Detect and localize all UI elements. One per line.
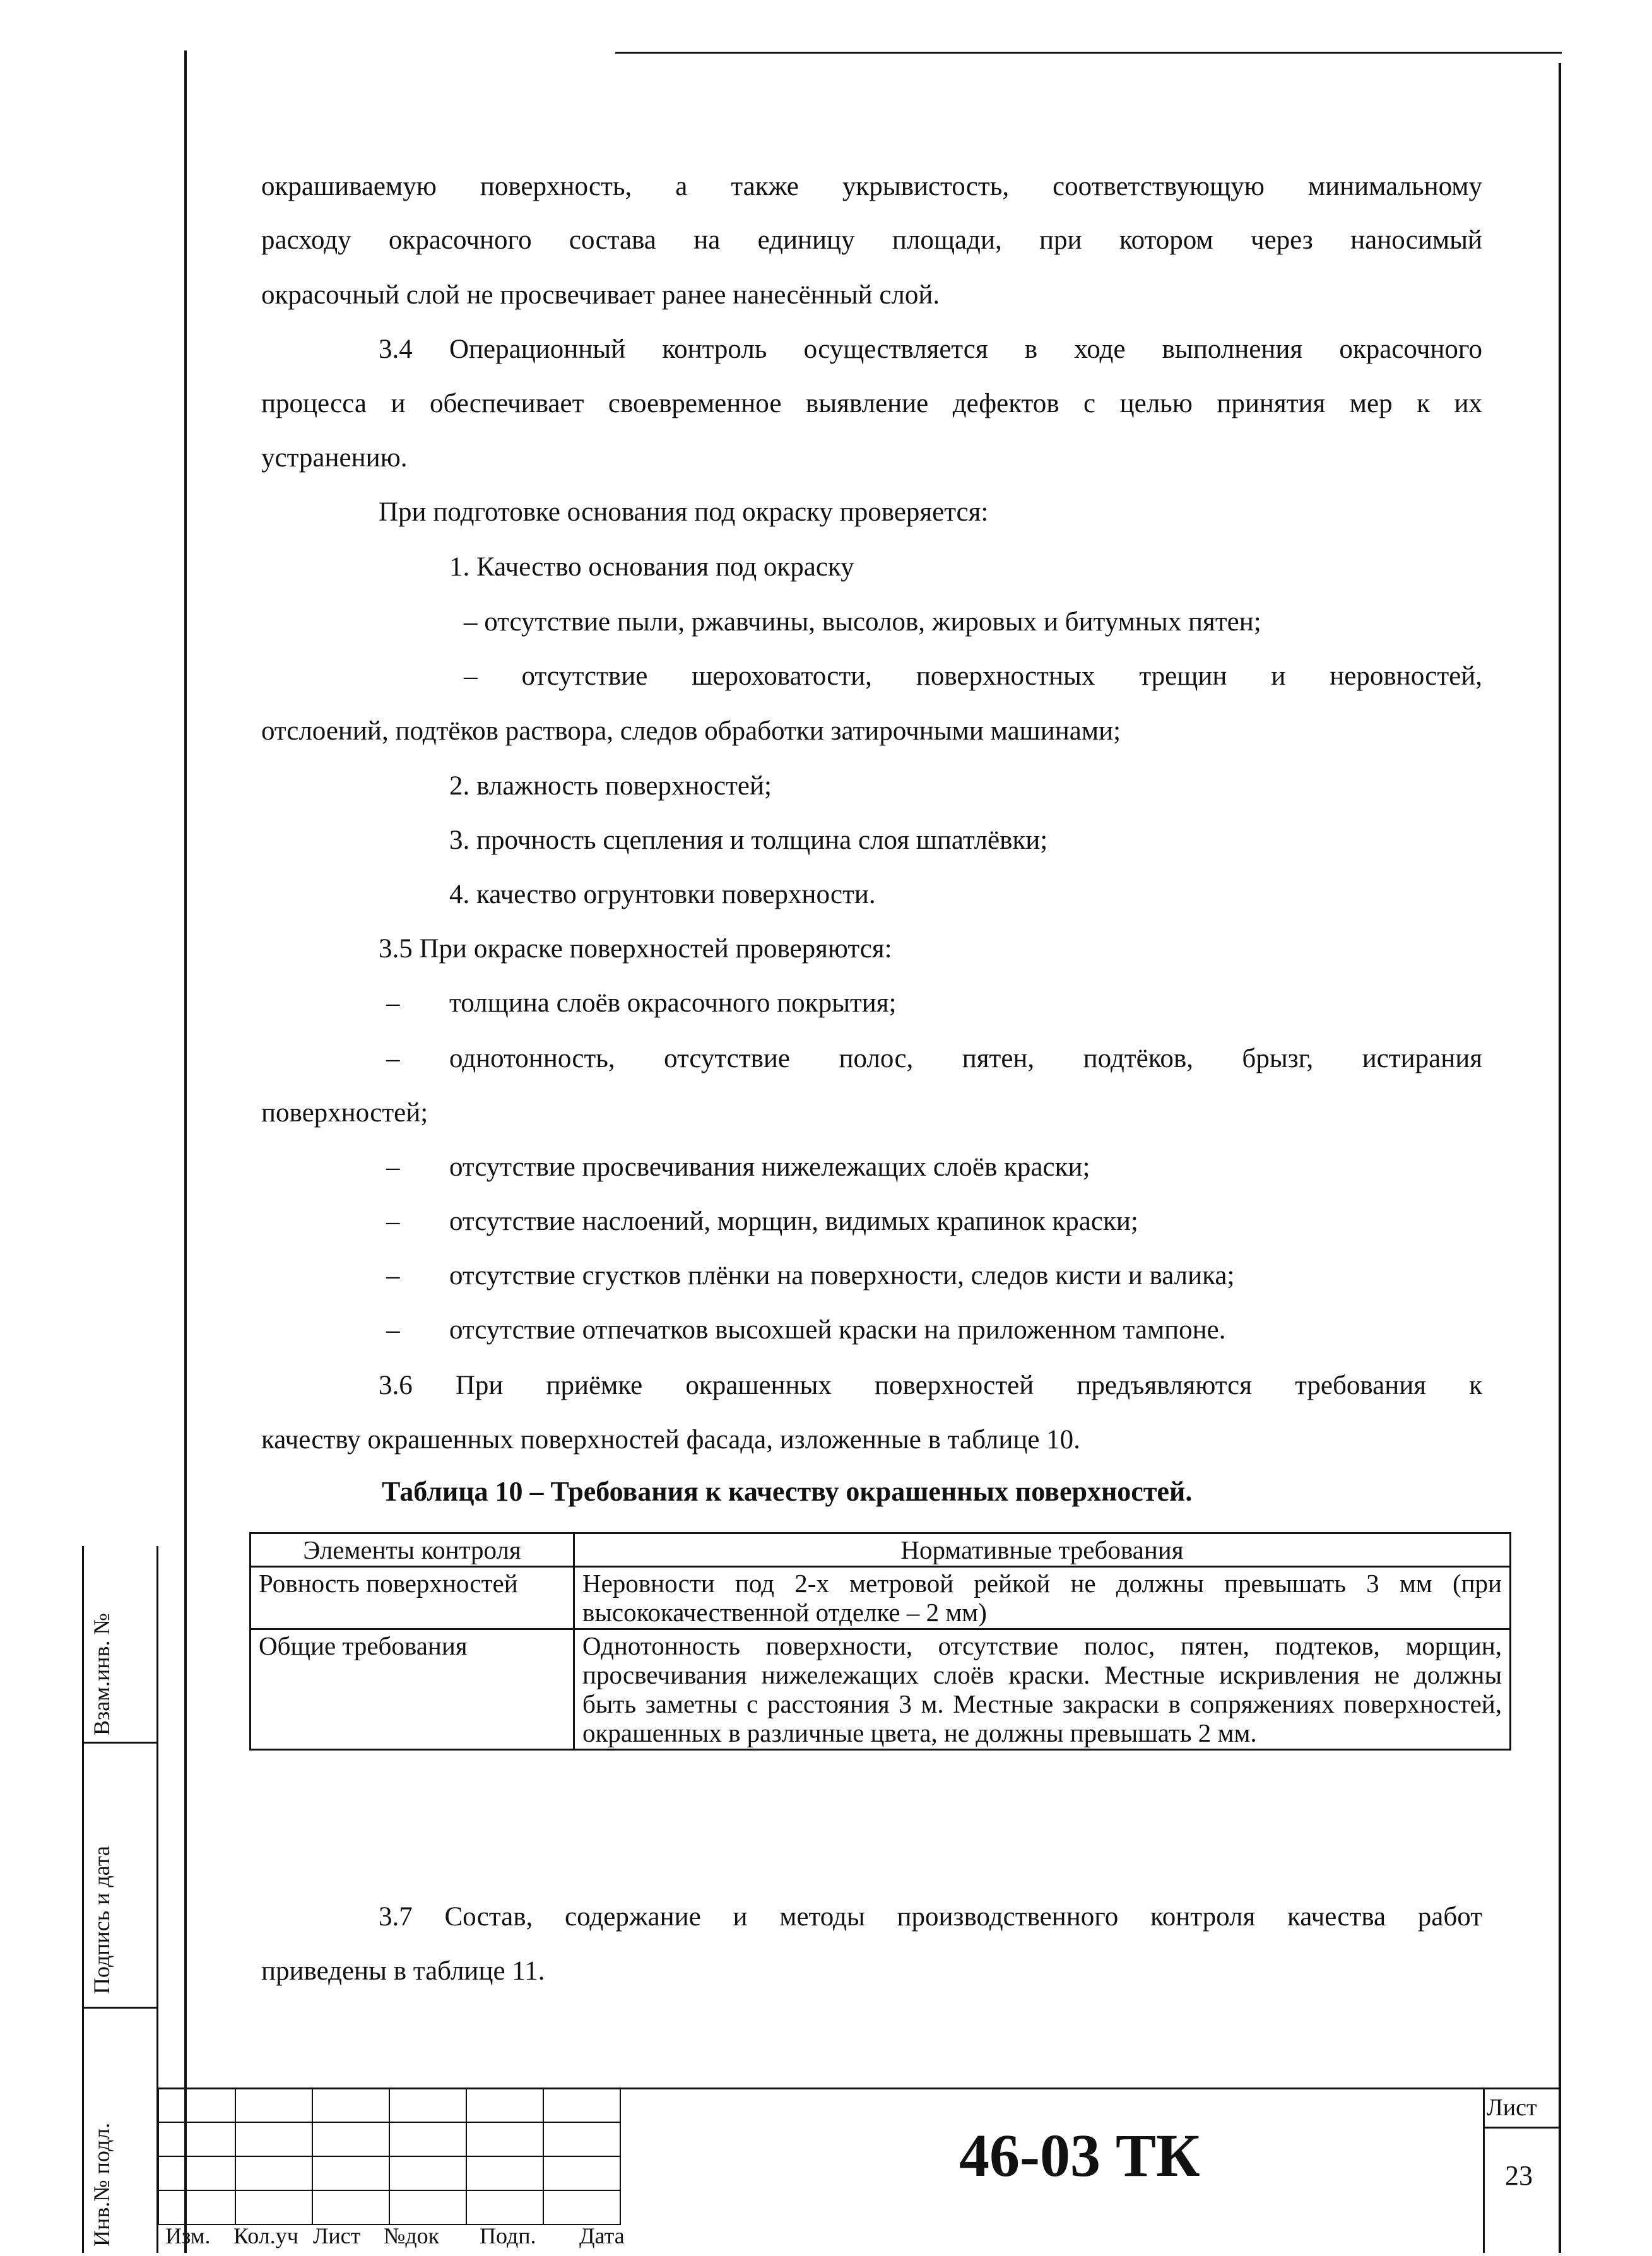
bullet-mark: – [386, 1044, 400, 1073]
table-row [251, 1567, 1511, 1629]
sheet-label: Лист [1487, 2094, 1537, 2121]
bullet-35-2-line-2: поверхностей; [261, 1098, 428, 1128]
bullet-mark: – [386, 1261, 400, 1290]
bullet-35-3: отсутствие просвечивания нижележащих слоёв краски; [449, 1152, 1090, 1182]
p36-line-1: 3.6 При приёмке окрашенных поверхностей предъявляются требования к [379, 1371, 1482, 1400]
frame-top-line [615, 52, 1562, 54]
item-2: 2. влажность поверхностей; [449, 771, 772, 801]
frame-left-line [184, 50, 187, 2253]
side-stamp-podpis: Подпись и дата [89, 1846, 114, 1994]
document-code: 46-03 ТК [959, 2122, 1200, 2189]
p34-line-1: 3.4 Операционный контроль осуществляется в ходе выполнения окрасочного [379, 334, 1482, 364]
p35-heading: 3.5 При окраске поверхностей проверяются: [379, 934, 892, 964]
dash-item-2-line-2: отслоений, подтёков раствора, следов обработки затирочными машинами; [261, 716, 1121, 746]
bullet-35-4: отсутствие наслоений, морщин, видимых крапинок краски; [449, 1207, 1138, 1236]
table-cell-element: Ровность поверхностей [251, 1567, 574, 1629]
bullet-mark: – [386, 1207, 400, 1236]
item-3: 3. прочность сцепления и толщина слоя шпатлёвки; [449, 825, 1048, 855]
dash-item-2-line-1: – отсутствие шероховатости, поверхностных трещин и неровностей, [464, 661, 1482, 691]
side-stamp-divider [82, 2007, 158, 2009]
title-col-list: Лист [313, 2223, 361, 2248]
side-stamp-vzam: Взам.инв. № [89, 1613, 114, 1735]
title-col-ndok: №док [384, 2223, 440, 2248]
item-4: 4. качество огрунтовки поверхности. [449, 880, 876, 909]
p1-line-1: окрашиваемую поверхность, а также укрывистость, соответствующую минимальному [261, 172, 1482, 201]
p1-line-3: окрасочный слой не просвечивает ранее нанесённый слой. [261, 280, 940, 310]
bullet-mark: – [386, 1152, 400, 1182]
requirements-table [249, 1532, 1511, 1751]
table-cell-requirement: Неровности под 2-х метровой рейкой не должны превышать 3 мм (при высококачественной отделке – 2 мм) [574, 1567, 1511, 1629]
p34-line-3: устранению. [261, 443, 408, 473]
bullet-35-5: отсутствие сгустков плёнки на поверхности, следов кисти и валика; [449, 1261, 1235, 1290]
p34-line-2: процесса и обеспечивает своевременное выявление дефектов с целью принятия мер к их [261, 389, 1482, 418]
frame-right-line [1559, 63, 1561, 2253]
p37-line-2: приведены в таблице 11. [261, 1956, 545, 1986]
title-col-podp: Подп. [480, 2223, 536, 2248]
frame-side-outer-line [82, 1546, 84, 2253]
table-cell-requirement: Однотонность поверхности, отсутствие полос, пятен, подтеков, морщин, просвечивания нижележащих слоёв краски. Местные искривления не должны быть заметны с расстояния 3 м. Местные закраски в сопряжениях поверхностей, окрашенных в различные цвета, не должны превышать 2 мм. [574, 1629, 1511, 1750]
bullet-35-6: отсутствие отпечатков высохшей краски на приложенном тампоне. [449, 1315, 1226, 1345]
table-row [251, 1629, 1511, 1750]
sheet-number: 23 [1505, 2160, 1533, 2191]
side-stamp-divider [82, 1742, 158, 1744]
table-header-requirements: Нормативные требования [574, 1533, 1511, 1567]
bullet-35-2-line-1: однотонность, отсутствие полос, пятен, подтёков, брызг, истирания [449, 1044, 1482, 1073]
title-col-data: Дата [579, 2223, 625, 2248]
side-stamp-inv: Инв.№ подл. [89, 2122, 114, 2247]
title-block-grid [158, 2088, 621, 2225]
p36-line-2: качеству окрашенных поверхностей фасада, изложенные в таблице 10. [261, 1425, 1080, 1455]
bullet-mark: – [386, 988, 400, 1018]
title-col-izm: Изм. [165, 2223, 211, 2248]
bullet-mark: – [386, 1315, 400, 1345]
table-header-row [251, 1533, 1511, 1567]
p1-line-2: расходу окрасочного состава на единицу площади, при котором через наносимый [261, 225, 1482, 255]
table-cell-element: Общие требования [251, 1629, 574, 1750]
table-header-elements: Элементы контроля [251, 1533, 574, 1567]
sheet-box-mid-line [1483, 2127, 1560, 2129]
title-col-kolvo: Кол.уч [233, 2223, 298, 2248]
p37-line-1: 3.7 Состав, содержание и методы производственного контроля качества работ [379, 1902, 1482, 1932]
item-1: 1. Качество основания под окраску [449, 552, 854, 582]
dash-item-1: – отсутствие пыли, ржавчины, высолов, жировых и битумных пятен; [464, 607, 1261, 637]
sheet-box-left-line [1483, 2088, 1485, 2253]
table-caption: Таблица 10 – Требования к качеству окрашенных поверхностей. [382, 1476, 1193, 1507]
prep-intro: При подготовке основания под окраску проверяется: [379, 497, 989, 527]
bullet-35-1: толщина слоёв окрасочного покрытия; [449, 988, 897, 1018]
